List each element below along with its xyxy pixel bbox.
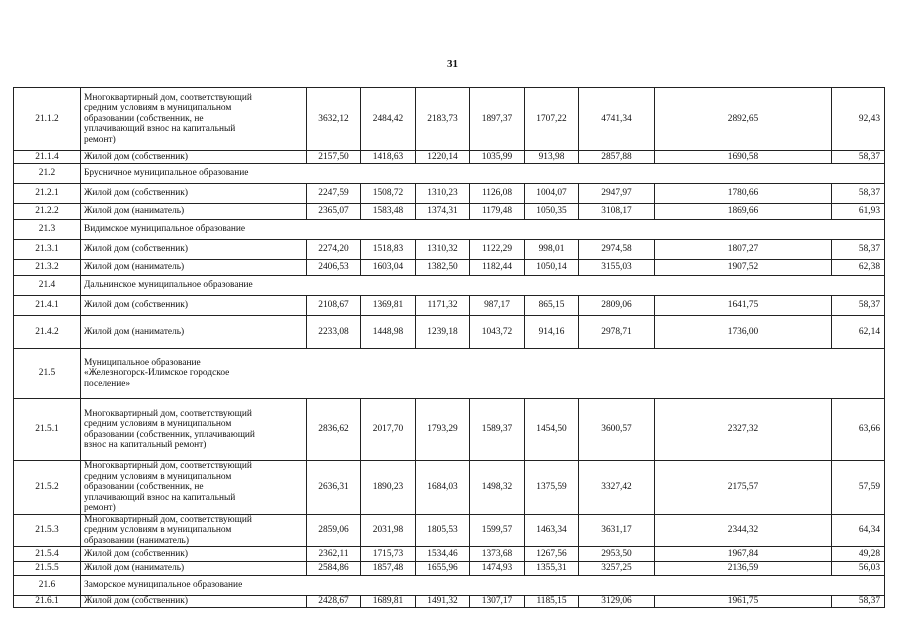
value-cell: 1220,14 [416, 151, 470, 164]
table-row [14, 260, 885, 276]
value-cell: 58,37 [832, 240, 885, 260]
table-row [14, 204, 885, 220]
value-cell: 1267,56 [525, 547, 579, 562]
table-row [14, 88, 885, 151]
value-cell: 1655,96 [416, 562, 470, 576]
value-cell: 58,37 [832, 151, 885, 164]
value-cell: 1050,35 [525, 204, 579, 220]
value-cell: 2136,59 [655, 562, 832, 576]
value-cell: 3632,12 [307, 88, 361, 151]
value-cell: 1805,53 [416, 514, 470, 547]
row-description: Жилой дом (наниматель) [81, 562, 307, 576]
value-cell: 1310,23 [416, 184, 470, 204]
row-number: 21.4.2 [14, 316, 81, 349]
row-number: 21.5 [14, 349, 81, 399]
value-cell: 92,43 [832, 88, 885, 151]
table-row [14, 316, 885, 349]
value-cell: 1382,50 [416, 260, 470, 276]
value-cell: 2892,65 [655, 88, 832, 151]
value-cell: 1736,00 [655, 316, 832, 349]
value-cell: 2809,06 [579, 296, 655, 316]
value-cell: 2233,08 [307, 316, 361, 349]
value-cell: 1179,48 [470, 204, 525, 220]
section-row [14, 576, 885, 596]
row-number: 21.3.1 [14, 240, 81, 260]
row-number: 21.5.3 [14, 514, 81, 547]
value-cell: 1369,81 [361, 296, 416, 316]
value-cell: 1907,52 [655, 260, 832, 276]
row-number: 21.2 [14, 164, 81, 184]
value-cell: 1126,08 [470, 184, 525, 204]
value-cell: 1448,98 [361, 316, 416, 349]
value-cell: 1043,72 [470, 316, 525, 349]
value-cell: 1715,73 [361, 547, 416, 562]
value-cell: 2175,57 [655, 461, 832, 515]
value-cell: 62,38 [832, 260, 885, 276]
value-cell: 3155,03 [579, 260, 655, 276]
value-cell: 2031,98 [361, 514, 416, 547]
value-cell: 2327,32 [655, 399, 832, 461]
value-cell: 1603,04 [361, 260, 416, 276]
value-cell: 2183,73 [416, 88, 470, 151]
row-number: 21.4 [14, 276, 81, 296]
value-cell: 913,98 [525, 151, 579, 164]
value-cell: 62,14 [832, 316, 885, 349]
row-description: Жилой дом (собственник) [81, 151, 307, 164]
section-title: Муниципальное образование «Железногорск-Илимское городское поселение» [81, 349, 885, 399]
value-cell: 1508,72 [361, 184, 416, 204]
value-cell: 58,37 [832, 596, 885, 608]
value-cell: 4741,34 [579, 88, 655, 151]
row-number: 21.5.4 [14, 547, 81, 562]
value-cell: 3600,57 [579, 399, 655, 461]
value-cell: 1857,48 [361, 562, 416, 576]
section-row [14, 220, 885, 240]
value-cell: 987,17 [470, 296, 525, 316]
value-cell: 2108,67 [307, 296, 361, 316]
row-number: 21.6.1 [14, 596, 81, 608]
value-cell: 2406,53 [307, 260, 361, 276]
value-cell: 1185,15 [525, 596, 579, 608]
value-cell: 2857,88 [579, 151, 655, 164]
table-row [14, 461, 885, 515]
value-cell: 2344,32 [655, 514, 832, 547]
value-cell: 1171,32 [416, 296, 470, 316]
value-cell: 1589,37 [470, 399, 525, 461]
row-description: Многоквартирный дом, соответствующий средним условиям в муниципальном образовании (собственник, не уплачивающий взнос на капитальный ремонт) [81, 88, 307, 151]
table-row [14, 399, 885, 461]
row-description: Жилой дом (собственник) [81, 296, 307, 316]
value-cell: 3129,06 [579, 596, 655, 608]
section-title: Заморское муниципальное образование [81, 576, 885, 596]
value-cell: 1463,34 [525, 514, 579, 547]
value-cell: 1707,22 [525, 88, 579, 151]
value-cell: 3631,17 [579, 514, 655, 547]
value-cell: 2978,71 [579, 316, 655, 349]
value-cell: 1355,31 [525, 562, 579, 576]
value-cell: 2584,86 [307, 562, 361, 576]
value-cell: 56,03 [832, 562, 885, 576]
value-cell: 914,16 [525, 316, 579, 349]
value-cell: 1373,68 [470, 547, 525, 562]
value-cell: 2836,62 [307, 399, 361, 461]
row-number: 21.6 [14, 576, 81, 596]
table-row [14, 562, 885, 576]
value-cell: 1583,48 [361, 204, 416, 220]
value-cell: 1641,75 [655, 296, 832, 316]
row-number: 21.5.1 [14, 399, 81, 461]
value-cell: 1122,29 [470, 240, 525, 260]
value-cell: 3108,17 [579, 204, 655, 220]
row-number: 21.2.1 [14, 184, 81, 204]
value-cell: 1375,59 [525, 461, 579, 515]
value-cell: 58,37 [832, 184, 885, 204]
row-description: Жилой дом (собственник) [81, 184, 307, 204]
row-description: Жилой дом (наниматель) [81, 260, 307, 276]
row-description: Многоквартирный дом, соответствующий средним условиям в муниципальном образовании (собственник, уплачивающий взнос на капитальный ремонт) [81, 399, 307, 461]
value-cell: 2274,20 [307, 240, 361, 260]
value-cell: 58,37 [832, 296, 885, 316]
value-cell: 1684,03 [416, 461, 470, 515]
table-row [14, 514, 885, 547]
value-cell: 1869,66 [655, 204, 832, 220]
value-cell: 998,01 [525, 240, 579, 260]
value-cell: 1498,32 [470, 461, 525, 515]
value-cell: 2157,50 [307, 151, 361, 164]
value-cell: 2428,67 [307, 596, 361, 608]
value-cell: 2974,58 [579, 240, 655, 260]
value-cell: 1961,75 [655, 596, 832, 608]
row-description: Жилой дом (наниматель) [81, 316, 307, 349]
value-cell: 61,93 [832, 204, 885, 220]
row-description: Жилой дом (собственник) [81, 240, 307, 260]
value-cell: 2636,31 [307, 461, 361, 515]
value-cell: 2947,97 [579, 184, 655, 204]
value-cell: 1239,18 [416, 316, 470, 349]
value-cell: 64,34 [832, 514, 885, 547]
tariff-table [13, 87, 885, 608]
row-number: 21.5.5 [14, 562, 81, 576]
row-description: Многоквартирный дом, соответствующий средним условиям в муниципальном образовании (наниматель) [81, 514, 307, 547]
value-cell: 1418,63 [361, 151, 416, 164]
value-cell: 1491,32 [416, 596, 470, 608]
value-cell: 1474,93 [470, 562, 525, 576]
section-title: Брусничное муниципальное образование [81, 164, 885, 184]
row-number: 21.3.2 [14, 260, 81, 276]
section-row [14, 276, 885, 296]
value-cell: 865,15 [525, 296, 579, 316]
row-number: 21.5.2 [14, 461, 81, 515]
value-cell: 1780,66 [655, 184, 832, 204]
table-row [14, 296, 885, 316]
value-cell: 57,59 [832, 461, 885, 515]
row-number: 21.1.4 [14, 151, 81, 164]
value-cell: 1310,32 [416, 240, 470, 260]
table-row [14, 184, 885, 204]
table-body [14, 88, 885, 608]
value-cell: 1599,57 [470, 514, 525, 547]
table-row [14, 547, 885, 562]
section-row [14, 164, 885, 184]
value-cell: 2247,59 [307, 184, 361, 204]
value-cell: 1307,17 [470, 596, 525, 608]
value-cell: 1890,23 [361, 461, 416, 515]
value-cell: 2859,06 [307, 514, 361, 547]
value-cell: 49,28 [832, 547, 885, 562]
value-cell: 1035,99 [470, 151, 525, 164]
value-cell: 1004,07 [525, 184, 579, 204]
value-cell: 1967,84 [655, 547, 832, 562]
value-cell: 1807,27 [655, 240, 832, 260]
value-cell: 63,66 [832, 399, 885, 461]
table-row [14, 596, 885, 608]
value-cell: 1518,83 [361, 240, 416, 260]
value-cell: 2365,07 [307, 204, 361, 220]
value-cell: 1374,31 [416, 204, 470, 220]
page-number: 31 [447, 58, 458, 70]
value-cell: 1690,58 [655, 151, 832, 164]
row-description: Жилой дом (собственник) [81, 596, 307, 608]
section-row [14, 349, 885, 399]
value-cell: 2017,70 [361, 399, 416, 461]
value-cell: 1182,44 [470, 260, 525, 276]
value-cell: 1689,81 [361, 596, 416, 608]
value-cell: 1050,14 [525, 260, 579, 276]
row-description: Многоквартирный дом, соответствующий средним условиям в муниципальном образовании (собственник, не уплачивающий взнос на капитальный ремонт) [81, 461, 307, 515]
value-cell: 2484,42 [361, 88, 416, 151]
value-cell: 2953,50 [579, 547, 655, 562]
section-title: Дальнинское муниципальное образование [81, 276, 885, 296]
table-row [14, 240, 885, 260]
value-cell: 1897,37 [470, 88, 525, 151]
value-cell: 3257,25 [579, 562, 655, 576]
row-description: Жилой дом (собственник) [81, 547, 307, 562]
section-title: Видимское муниципальное образование [81, 220, 885, 240]
value-cell: 2362,11 [307, 547, 361, 562]
row-number: 21.4.1 [14, 296, 81, 316]
value-cell: 1454,50 [525, 399, 579, 461]
table-row [14, 151, 885, 164]
value-cell: 1793,29 [416, 399, 470, 461]
value-cell: 1534,46 [416, 547, 470, 562]
row-number: 21.3 [14, 220, 81, 240]
row-description: Жилой дом (наниматель) [81, 204, 307, 220]
value-cell: 3327,42 [579, 461, 655, 515]
row-number: 21.2.2 [14, 204, 81, 220]
row-number: 21.1.2 [14, 88, 81, 151]
